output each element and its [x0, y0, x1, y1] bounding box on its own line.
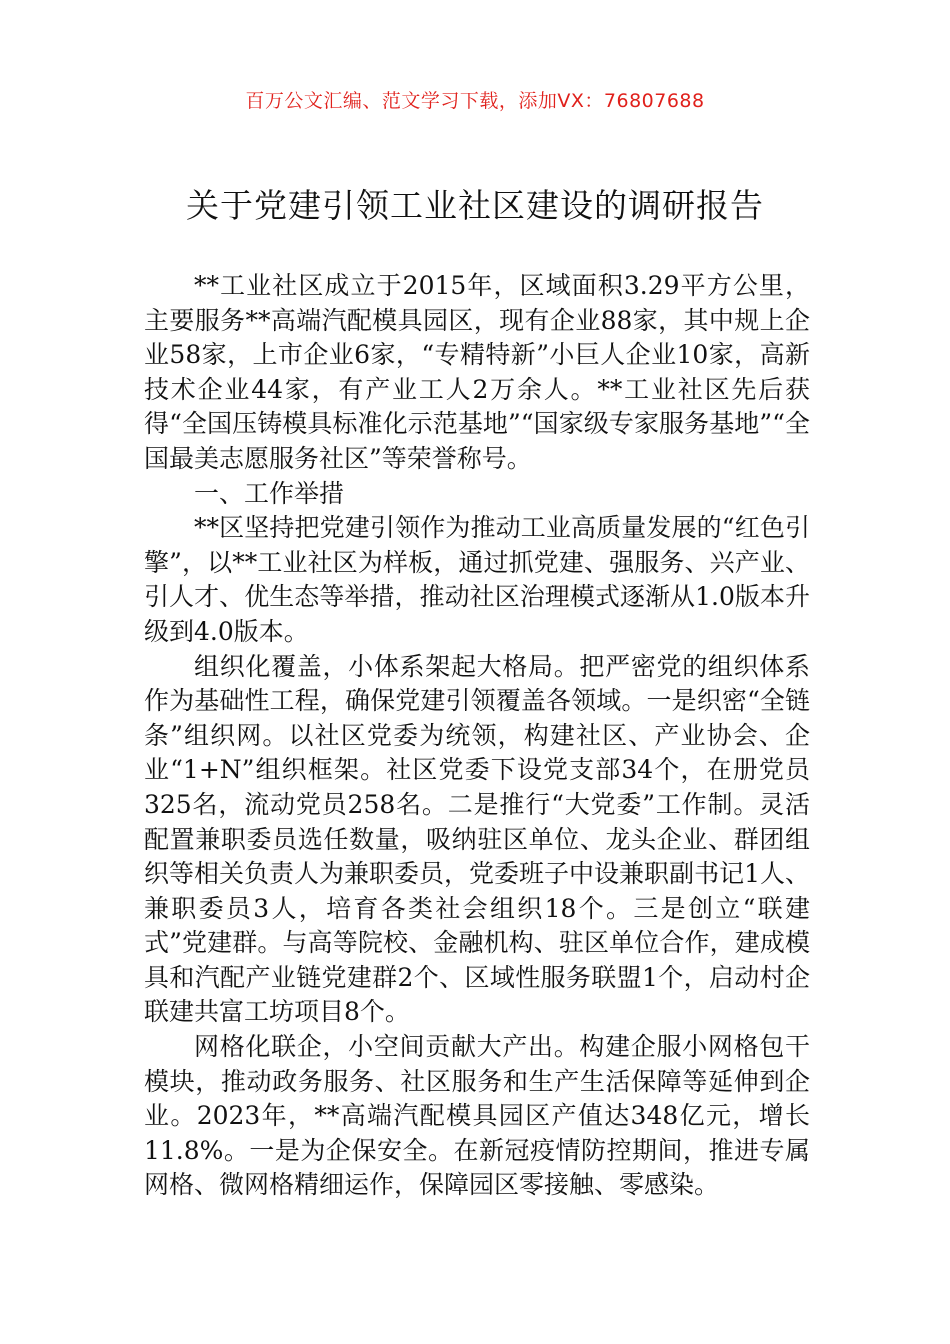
intro-paragraph: **工业社区成立于2015年，区域面积3.29平方公里，主要服务**高端汽配模具园区，现有企业88家，其中规上企业58家，上市企业6家，“专精特新”小巨人企业10家，高新技术企业44家，有产业工人2万余人。**工业社区先后获得“全国压铸模具标准化示范基地”“国家级专家服务基地”“全国最美志愿服务社区”等荣誉称号。	[144, 271, 810, 473]
body-paragraph: 网格化联企，小空间贡献大产出。构建企服小网格包干模块，推动政务服务、社区服务和生产生活保障等延伸到企业。2023年，**高端汽配模具园区产值达348亿元，增长11.8%。一是为企保安全。在新冠疫情防控期间，推进专属网格、微网格精细运作，保障园区零接触、零感染。	[144, 1032, 810, 1200]
section-heading: 一、工作举措	[194, 478, 345, 508]
body-paragraph: 组织化覆盖，小体系架起大格局。把严密党的组织体系作为基础性工程，确保党建引领覆盖各领域。一是织密“全链条”组织网。以社区党委为统领，构建社区、产业协会、企业“1+N”组织框架。社区党委下设党支部34个，在册党员325名，流动党员258名。二是推行“大党委”工作制。灵活配置兼职委员选任数量，吸纳驻区单位、龙头企业、群团组织等相关负责人为兼职委员，党委班子中设兼职副书记1人、兼职委员3人，培育各类社会组织18个。三是创立“联建式”党建群。与高等院校、金融机构、驻区单位合作，建成模具和汽配产业链党建群2个、区域性服务联盟1个，启动村企联建共富工坊项目8个。	[144, 651, 810, 1027]
document-body	[144, 269, 810, 1203]
document-title: 关于党建引领工业社区建设的调研报告	[186, 186, 764, 225]
header-watermark-note: 百万公文汇编、范文学习下载，添加VX：76807688	[245, 90, 705, 112]
body-paragraph: **区坚持把党建引领作为推动工业高质量发展的“红色引擎”，以**工业社区为样板，通过抓党建、强服务、兴产业、引人才、优生态等举措，推动社区治理模式逐渐从1.0版本升级到4.0版本。	[144, 513, 810, 646]
